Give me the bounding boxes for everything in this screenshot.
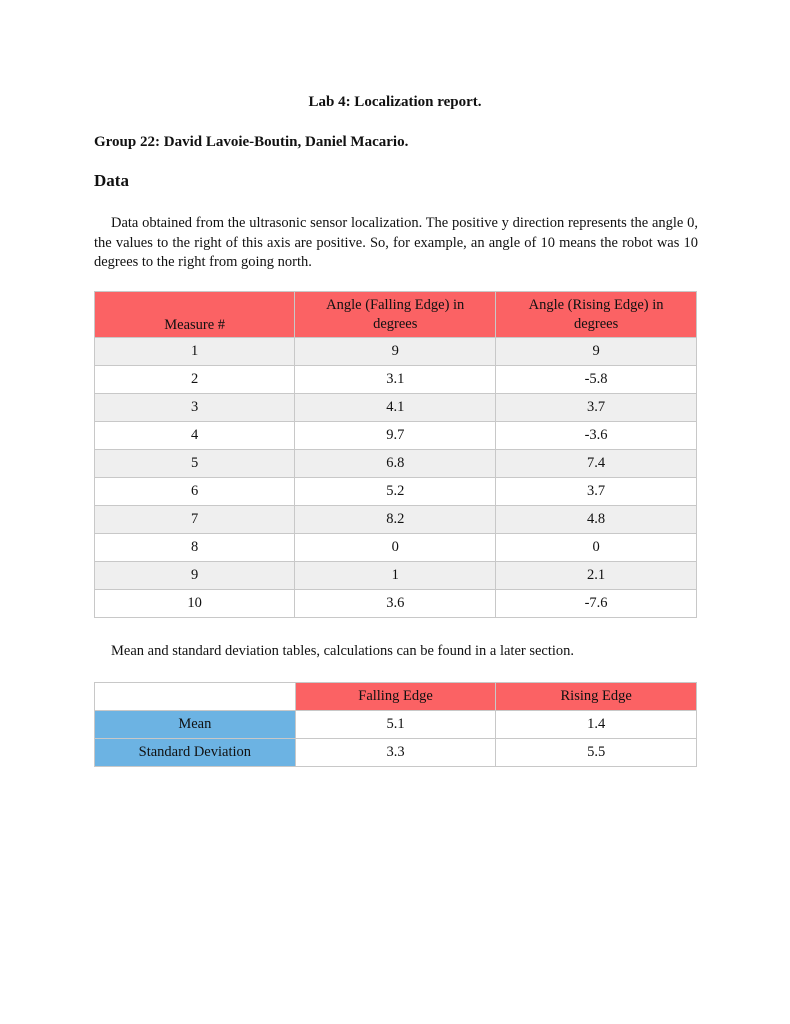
table-cell: 3.1 bbox=[295, 366, 496, 394]
measurements-table bbox=[94, 291, 697, 618]
table-cell: 8.2 bbox=[295, 506, 496, 534]
table-row bbox=[95, 338, 697, 366]
stats-label-std: Standard Deviation bbox=[95, 739, 296, 767]
table-row bbox=[95, 534, 697, 562]
table-cell: 7 bbox=[95, 506, 295, 534]
table-row bbox=[95, 450, 697, 478]
table-cell: 0 bbox=[295, 534, 496, 562]
table-cell: 2.1 bbox=[496, 562, 697, 590]
table-cell: 3.7 bbox=[496, 478, 697, 506]
group-line bbox=[94, 134, 408, 151]
header-measure: Measure # bbox=[95, 292, 295, 338]
stats-label-mean: Mean bbox=[95, 711, 296, 739]
stats-header-rising: Rising Edge bbox=[496, 683, 697, 711]
table-row bbox=[95, 394, 697, 422]
table-cell: 8 bbox=[95, 534, 295, 562]
stats-row-std bbox=[95, 739, 697, 767]
stats-cell: 5.5 bbox=[496, 739, 697, 767]
stats-description-text: Mean and standard deviation tables, calculations can be found in a later section. bbox=[111, 643, 575, 659]
stats-cell: 3.3 bbox=[295, 739, 496, 767]
table-cell: 4.1 bbox=[295, 394, 496, 422]
group-members: : David Lavoie-Boutin, Daniel Macario. bbox=[155, 134, 409, 150]
table-cell: 9.7 bbox=[295, 422, 496, 450]
stats-cell: 5.1 bbox=[295, 711, 496, 739]
table-cell: -7.6 bbox=[496, 590, 697, 618]
table-row bbox=[95, 590, 697, 618]
table-cell: 3.7 bbox=[496, 394, 697, 422]
data-description-paragraph bbox=[94, 214, 698, 273]
stats-table bbox=[94, 682, 697, 767]
table-cell: 1 bbox=[295, 562, 496, 590]
table-cell: 5 bbox=[95, 450, 295, 478]
table-cell: 3.6 bbox=[295, 590, 496, 618]
group-label: Group 22 bbox=[94, 134, 155, 150]
stats-header-blank bbox=[95, 683, 296, 711]
table-cell: 10 bbox=[95, 590, 295, 618]
table-cell: 0 bbox=[496, 534, 697, 562]
table-row bbox=[95, 366, 697, 394]
stats-row-mean bbox=[95, 711, 697, 739]
table-row bbox=[95, 422, 697, 450]
table-header-row bbox=[95, 292, 697, 338]
data-description-text: Data obtained from the ultrasonic sensor localization. The positive y direction represents the angle 0, the values to the right of this axis are positive. So, for example, an angle of 10 means the robot was 10 degrees to the right from going north. bbox=[94, 215, 698, 270]
report-title: Lab 4: Localization report. bbox=[308, 94, 482, 110]
stats-header-row bbox=[95, 683, 697, 711]
header-falling-edge: Angle (Falling Edge) in degrees bbox=[295, 292, 496, 338]
table-cell: 2 bbox=[95, 366, 295, 394]
stats-header-falling: Falling Edge bbox=[295, 683, 496, 711]
table-row bbox=[95, 506, 697, 534]
stats-cell: 1.4 bbox=[496, 711, 697, 739]
table-row bbox=[95, 478, 697, 506]
table-cell: 9 bbox=[95, 562, 295, 590]
table-cell: 6.8 bbox=[295, 450, 496, 478]
table-cell: 6 bbox=[95, 478, 295, 506]
table-cell: 9 bbox=[496, 338, 697, 366]
table-cell: -5.8 bbox=[496, 366, 697, 394]
table-row bbox=[95, 562, 697, 590]
section-heading: Data bbox=[94, 171, 129, 190]
table-cell: -3.6 bbox=[496, 422, 697, 450]
table-cell: 1 bbox=[95, 338, 295, 366]
header-rising-edge: Angle (Rising Edge) in degrees bbox=[496, 292, 697, 338]
table-cell: 4.8 bbox=[496, 506, 697, 534]
table-cell: 3 bbox=[95, 394, 295, 422]
table-cell: 9 bbox=[295, 338, 496, 366]
table-cell: 7.4 bbox=[496, 450, 697, 478]
table-cell: 5.2 bbox=[295, 478, 496, 506]
table-cell: 4 bbox=[95, 422, 295, 450]
